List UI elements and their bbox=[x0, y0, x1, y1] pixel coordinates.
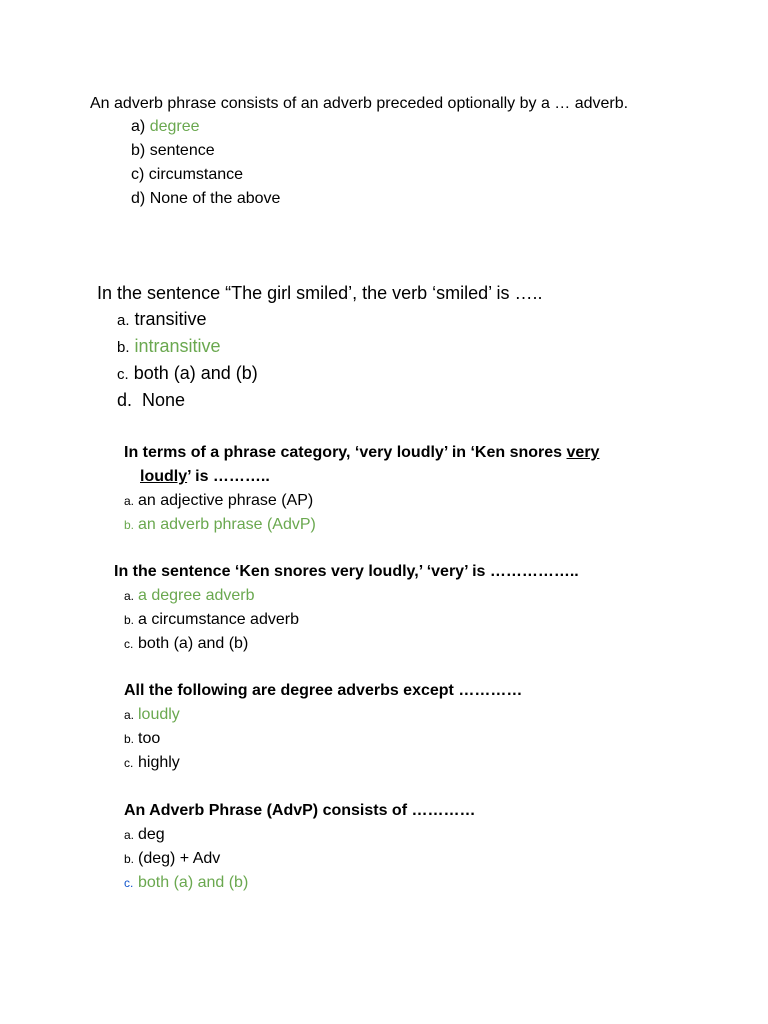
question-2-option-a: a. transitive bbox=[117, 309, 207, 329]
question-4 bbox=[114, 560, 579, 656]
question-2-option-b: b. intransitive bbox=[117, 336, 221, 356]
question-5-option-c: c. highly bbox=[124, 754, 180, 771]
question-2-option-d: d. None bbox=[117, 390, 186, 410]
question-5-stem: All the following are degree adverbs except ………… bbox=[124, 682, 523, 699]
question-5 bbox=[124, 679, 522, 775]
question-4-option-b: b. a circumstance adverb bbox=[124, 611, 299, 628]
question-3-option-b: b. an adverb phrase (AdvP) bbox=[124, 516, 316, 533]
question-6-option-a: a. deg bbox=[124, 826, 165, 843]
question-4-stem: In the sentence ‘Ken snores very loudly,’ ‘very’ is …………….. bbox=[114, 563, 579, 580]
question-1-option-d: d) None of the above bbox=[131, 190, 281, 207]
question-1-option-a: a) degree bbox=[131, 118, 200, 135]
question-3 bbox=[124, 441, 678, 537]
question-1-option-c: c) circumstance bbox=[131, 166, 244, 183]
question-4-option-a: a. a degree adverb bbox=[124, 587, 255, 604]
question-5-option-b: b. too bbox=[124, 730, 161, 747]
question-2 bbox=[97, 280, 543, 414]
question-6-stem: An Adverb Phrase (AdvP) consists of ………… bbox=[124, 802, 476, 819]
question-2-option-c: c. both (a) and (b) bbox=[117, 363, 258, 383]
question-5-option-a: a. loudly bbox=[124, 706, 180, 723]
question-4-option-c: c. both (a) and (b) bbox=[124, 635, 249, 652]
question-6-option-b: b. (deg) + Adv bbox=[124, 850, 221, 867]
question-1-stem: An adverb phrase consists of an adverb preceded optionally by a … adverb. bbox=[90, 95, 629, 112]
question-1-option-b: b) sentence bbox=[131, 142, 215, 159]
question-3-stem: In terms of a phrase category, ‘very loudly’ in ‘Ken snores very loudly’ is ……….. bbox=[124, 444, 600, 485]
question-6 bbox=[124, 799, 475, 895]
question-6-option-c: c. both (a) and (b) bbox=[124, 874, 249, 891]
question-1 bbox=[90, 92, 628, 211]
question-3-option-a: a. an adjective phrase (AP) bbox=[124, 492, 314, 509]
question-2-stem: In the sentence “The girl smiled’, the verb ‘smiled’ is ….. bbox=[97, 283, 543, 303]
